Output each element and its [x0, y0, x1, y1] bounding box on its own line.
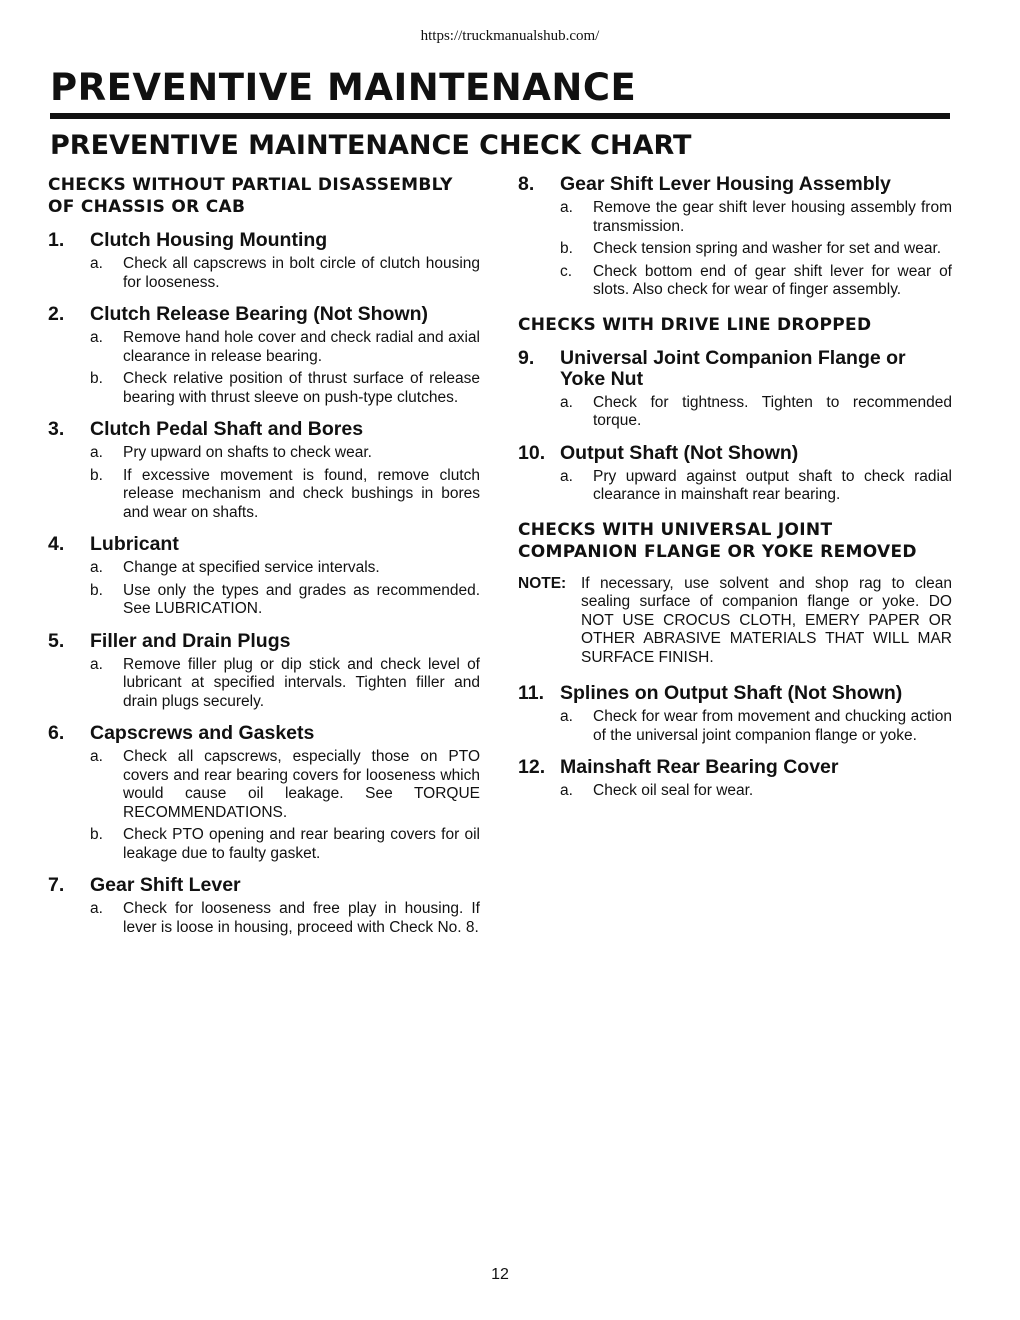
check-heading — [518, 443, 952, 464]
check-heading — [518, 757, 952, 778]
subitem-letter: a. — [90, 255, 103, 272]
check-subitem — [518, 263, 952, 300]
check-number: 9. — [518, 346, 535, 369]
check-heading — [48, 723, 480, 744]
left-column — [48, 174, 480, 949]
subitem-letter: b. — [90, 370, 103, 387]
check-heading — [48, 419, 480, 440]
check-title: Clutch Release Bearing (Not Shown) — [90, 303, 429, 325]
section-heading-flange-removed: CHECKS WITH UNIVERSAL JOINT COMPANION FLANGE OR YOKE REMOVED — [518, 519, 917, 562]
check-title: Capscrews and Gaskets — [90, 722, 315, 744]
subitem-letter: b. — [90, 466, 103, 484]
subitem-text: Remove filler plug or dip stick and check level of lubricant at specified intervals. Tighten filler and drain plugs securely. — [123, 655, 480, 710]
check-item — [48, 631, 480, 712]
check-number: 7. — [48, 874, 65, 896]
subitem-letter: a. — [90, 655, 103, 673]
subitem-text: Check all capscrews, especially those on PTO covers and rear bearing covers for looseness which would cause oil leakage. See TORQUE RECOMMENDATIONS. — [123, 748, 480, 821]
check-subitem — [48, 582, 480, 619]
subitem-text: Check all capscrews in bolt circle of clutch housing for looseness. — [123, 255, 480, 291]
check-title: Universal Joint Companion Flange or Yoke Nut — [560, 346, 906, 390]
check-heading — [48, 875, 480, 896]
subitem-letter: b. — [90, 826, 103, 843]
check-heading — [518, 348, 952, 390]
check-title: Clutch Pedal Shaft and Bores — [90, 418, 364, 440]
subitem-letter: a. — [560, 467, 573, 485]
subitem-text: If excessive movement is found, remove clutch release mechanism and check bushings in bores and wear on shafts. — [123, 466, 480, 521]
check-heading — [48, 534, 480, 555]
check-subitem — [48, 900, 480, 937]
check-subitem — [48, 255, 480, 292]
check-subitem — [518, 782, 952, 801]
subitem-text: Remove the gear shift lever housing assembly from transmission. — [593, 199, 952, 235]
check-item — [518, 443, 952, 505]
section-heading-drive-line-dropped: CHECKS WITH DRIVE LINE DROPPED — [518, 314, 872, 335]
note-text: If necessary, use solvent and shop rag to clean sealing surface of companion flange or yoke. DO NOT USE CROCUS CLOTH, EMERY PAPER OR OTHER ABRASIVE MATERIALS THAT WILL MAR SURFACE FINISH. — [581, 574, 952, 666]
title-rule — [50, 113, 950, 119]
check-number: 12. — [518, 756, 546, 778]
check-subitem — [518, 199, 952, 236]
subitem-letter: b. — [560, 240, 573, 257]
check-number: 8. — [518, 173, 535, 195]
subitem-letter: a. — [90, 748, 103, 765]
check-item — [48, 875, 480, 937]
check-subitem — [48, 444, 480, 463]
check-number: 3. — [48, 418, 65, 440]
subitem-text: Check for looseness and free play in housing. If lever is loose in housing, proceed with Check No. 8. — [123, 900, 480, 936]
check-subitem — [518, 468, 952, 505]
subitem-letter: a. — [560, 199, 573, 216]
subitem-letter: a. — [560, 393, 573, 411]
subitem-letter: a. — [90, 559, 103, 576]
source-url: https://truckmanualshub.com/ — [420, 28, 600, 44]
chart-title: PREVENTIVE MAINTENANCE CHECK CHART — [50, 130, 692, 161]
subitem-text: Check tension spring and washer for set and wear. — [593, 240, 942, 257]
check-heading — [518, 683, 952, 704]
page-title: PREVENTIVE MAINTENANCE — [50, 66, 637, 109]
subitem-letter: b. — [90, 581, 103, 599]
subitem-text: Remove hand hole cover and check radial and axial clearance in release bearing. — [123, 329, 480, 365]
check-subitem — [48, 329, 480, 366]
subitem-letter: a. — [90, 329, 103, 346]
subitem-text: Pry upward on shafts to check wear. — [123, 444, 372, 461]
check-item — [48, 723, 480, 863]
check-title: Lubricant — [90, 533, 179, 555]
subitem-text: Check relative position of thrust surface of release bearing with thrust sleeve on push-type clutches. — [123, 370, 480, 406]
subitem-letter: a. — [560, 782, 573, 799]
check-subitem — [48, 748, 480, 822]
subitem-letter: a. — [560, 708, 573, 725]
section-heading-without-disassembly: CHECKS WITHOUT PARTIAL DISASSEMBLY OF CHASSIS OR CAB — [48, 175, 453, 217]
check-subitem — [518, 708, 952, 745]
subitem-text: Check for wear from movement and chucking action of the universal joint companion flange or yoke. — [593, 708, 952, 744]
note — [518, 575, 952, 668]
check-number: 10. — [518, 441, 546, 464]
page-number: 12 — [491, 1266, 509, 1283]
subitem-letter: a. — [90, 900, 103, 917]
check-item — [48, 534, 480, 619]
check-heading — [48, 631, 480, 652]
check-heading — [48, 230, 480, 251]
check-item — [48, 230, 480, 292]
right-column — [518, 174, 952, 813]
check-title: Clutch Housing Mounting — [90, 229, 328, 251]
check-number: 1. — [48, 229, 65, 251]
subitem-text: Change at specified service intervals. — [123, 559, 380, 576]
check-subitem — [518, 240, 952, 259]
check-heading — [48, 304, 480, 325]
check-item — [518, 348, 952, 431]
check-number: 11. — [518, 682, 545, 704]
check-subitem — [48, 656, 480, 712]
subitem-text: Check oil seal for wear. — [593, 782, 754, 799]
check-title: Output Shaft (Not Shown) — [560, 441, 799, 464]
check-item — [518, 757, 952, 801]
check-title: Gear Shift Lever Housing Assembly — [560, 173, 891, 195]
check-subitem — [48, 467, 480, 523]
check-title: Gear Shift Lever — [90, 874, 241, 896]
check-number: 6. — [48, 722, 65, 744]
check-item — [518, 683, 952, 745]
check-number: 5. — [48, 629, 65, 652]
check-subitem — [48, 559, 480, 578]
subitem-letter: a. — [90, 444, 103, 461]
check-title: Mainshaft Rear Bearing Cover — [560, 756, 839, 778]
check-subitem — [48, 370, 480, 407]
check-subitem — [518, 394, 952, 431]
check-number: 4. — [48, 533, 65, 555]
subitem-text: Use only the types and grades as recommended. See LUBRICATION. — [123, 581, 480, 617]
check-title: Filler and Drain Plugs — [90, 629, 291, 652]
check-subitem — [48, 826, 480, 863]
subitem-letter: c. — [560, 262, 573, 280]
check-item — [48, 304, 480, 407]
subitem-text: Check for tightness. Tighten to recommended torque. — [593, 393, 952, 429]
left-checks-list — [48, 230, 480, 937]
check-heading — [518, 174, 952, 195]
subitem-text: Check bottom end of gear shift lever for wear of slots. Also check for wear of finger assembly. — [593, 262, 952, 298]
check-item — [48, 419, 480, 522]
note-label: NOTE: — [518, 574, 567, 592]
subitem-text: Pry upward against output shaft to check radial clearance in mainshaft rear bearing. — [593, 467, 952, 503]
subitem-text: Check PTO opening and rear bearing covers for oil leakage due to faulty gasket. — [123, 826, 480, 862]
check-number: 2. — [48, 303, 65, 325]
check-item — [518, 174, 952, 300]
check-title: Splines on Output Shaft (Not Shown) — [560, 682, 903, 704]
